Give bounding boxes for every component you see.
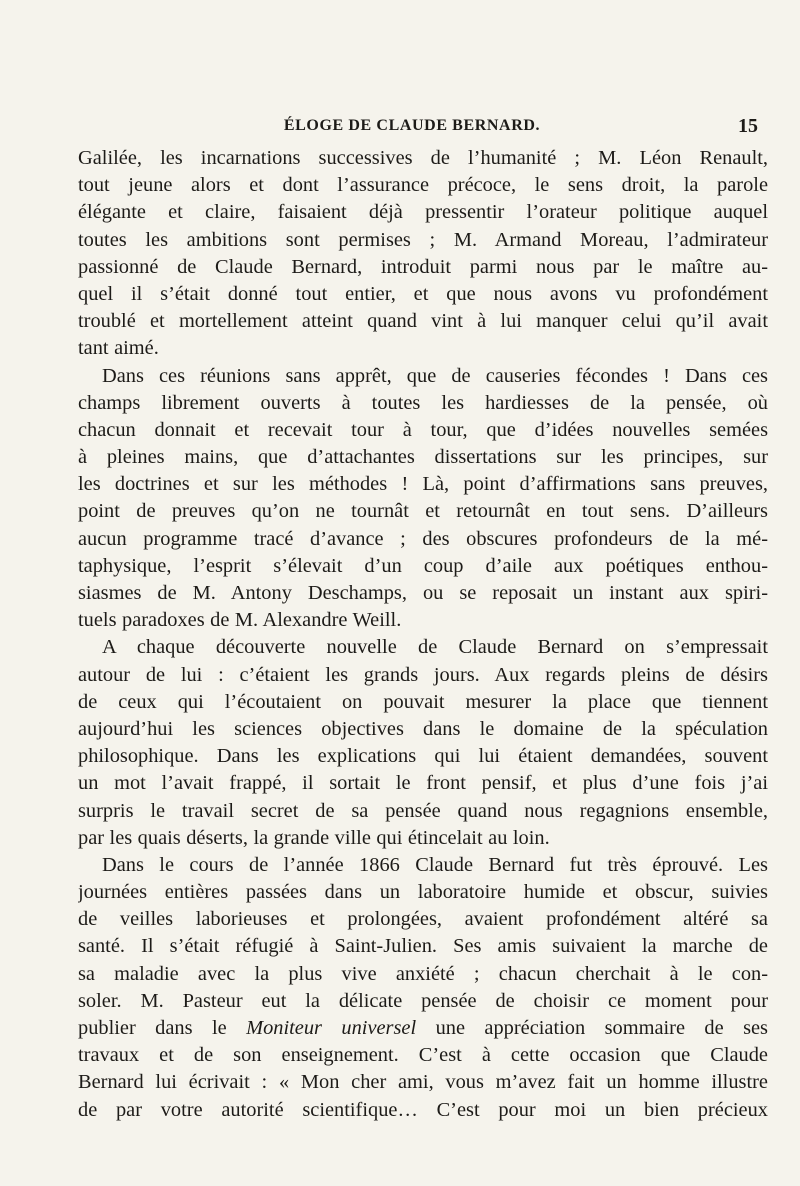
text-line: passionné de Claude Bernard, introduit parmi nous par le maître au- bbox=[78, 255, 768, 278]
text-line: toutes les ambitions sont permises ; M. Armand Moreau, l’admirateur bbox=[78, 228, 768, 251]
text-line: taphysique, l’esprit s’élevait d’un coup d’aile aux poétiques enthou- bbox=[78, 554, 768, 577]
text-line: tuels paradoxes de M. Alexandre Weill. bbox=[78, 609, 402, 632]
text-segment: publier dans le bbox=[78, 1017, 227, 1039]
text-line: sa maladie avec la plus vive anxiété ; chacun cherchait à le con- bbox=[78, 962, 768, 985]
text-line: tout jeune alors et dont l’assurance précoce, le sens droit, la parole bbox=[78, 174, 768, 197]
text-line: de par votre autorité scientifique… C’est pour moi un bien précieux bbox=[78, 1098, 768, 1121]
text-line: chacun donnait et recevait tour à tour, que d’idées nouvelles semées bbox=[78, 418, 768, 441]
text-line: aucun programme tracé d’avance ; des obscures profondeurs de la mé- bbox=[78, 527, 768, 550]
text-line: aujourd’hui les sciences objectives dans le domaine de la spéculation bbox=[78, 717, 768, 740]
text-line: santé. Il s’était réfugié à Saint-Julien. Ses amis suivaient la marche de bbox=[78, 935, 768, 958]
text-segment: une appréciation sommaire de ses bbox=[435, 1017, 768, 1039]
text-line: à pleines mains, que d’attachantes dissertations sur les principes, sur bbox=[78, 446, 768, 469]
text-line: Galilée, les incarnations successives de l’humanité ; M. Léon Renault, bbox=[78, 147, 768, 169]
page-number: 15 bbox=[738, 115, 758, 137]
text-line: surpris le travail secret de sa pensée quand nous regagnions ensemble, bbox=[78, 799, 768, 822]
text-line: les doctrines et sur les méthodes ! Là, point d’affirmations sans preuves, bbox=[78, 473, 768, 496]
text-line: autour de lui : c’étaient les grands jours. Aux regards pleins de désirs bbox=[78, 663, 768, 686]
text-line: Dans ces réunions sans apprêt, que de causeries fécondes ! Dans ces bbox=[102, 364, 768, 387]
text-line: par les quais déserts, la grande ville qui étincelait au loin. bbox=[78, 826, 550, 849]
body-text bbox=[78, 145, 768, 1124]
text-line: Bernard lui écrivait : « Mon cher ami, vous m’avez fait un homme illustre bbox=[78, 1071, 768, 1094]
running-head bbox=[62, 117, 762, 141]
text-line: Dans le cours de l’année 1866 Claude Bernard fut très éprouvé. Les bbox=[102, 853, 768, 876]
running-title: ÉLOGE DE CLAUDE BERNARD. bbox=[283, 117, 541, 134]
text-line: journées entières passées dans un laboratoire humide et obscur, suivies bbox=[78, 881, 768, 904]
text-line: travaux et de son enseignement. C’est à cette occasion que Claude bbox=[78, 1044, 768, 1067]
text-line: de ceux qui l’écoutaient on pouvait mesurer la place que tiennent bbox=[78, 690, 768, 713]
text-line: siasmes de M. Antony Deschamps, ou se reposait un instant aux spiri- bbox=[78, 582, 768, 604]
text-line: élégante et claire, faisaient déjà pressentir l’orateur politique auquel bbox=[78, 201, 768, 224]
text-line: philosophique. Dans les explications qui lui étaient demandées, souvent bbox=[78, 745, 768, 768]
journal-title: Moniteur universel bbox=[246, 1017, 417, 1039]
text-line: tant aimé. bbox=[78, 337, 159, 360]
text-line: quel il s’était donné tout entier, et que nous avons vu profondément bbox=[78, 282, 768, 305]
text-line: point de preuves qu’on ne tournât et retournât en tout sens. D’ailleurs bbox=[78, 500, 768, 523]
text-line: A chaque découverte nouvelle de Claude Bernard on s’empressait bbox=[102, 636, 768, 659]
text-line: un mot l’avait frappé, il sortait le front pensif, et plus d’une fois j’ai bbox=[78, 772, 768, 795]
text-line bbox=[78, 1015, 768, 1042]
text-line: de veilles laborieuses et prolongées, avaient profondément altéré sa bbox=[78, 908, 768, 931]
text-line: soler. M. Pasteur eut la délicate pensée de choisir ce moment pour bbox=[78, 989, 768, 1012]
text-line: troublé et mortellement atteint quand vint à lui manquer celui qu’il avait bbox=[78, 310, 768, 333]
text-line: champs librement ouverts à toutes les hardiesses de la pensée, où bbox=[78, 391, 768, 414]
